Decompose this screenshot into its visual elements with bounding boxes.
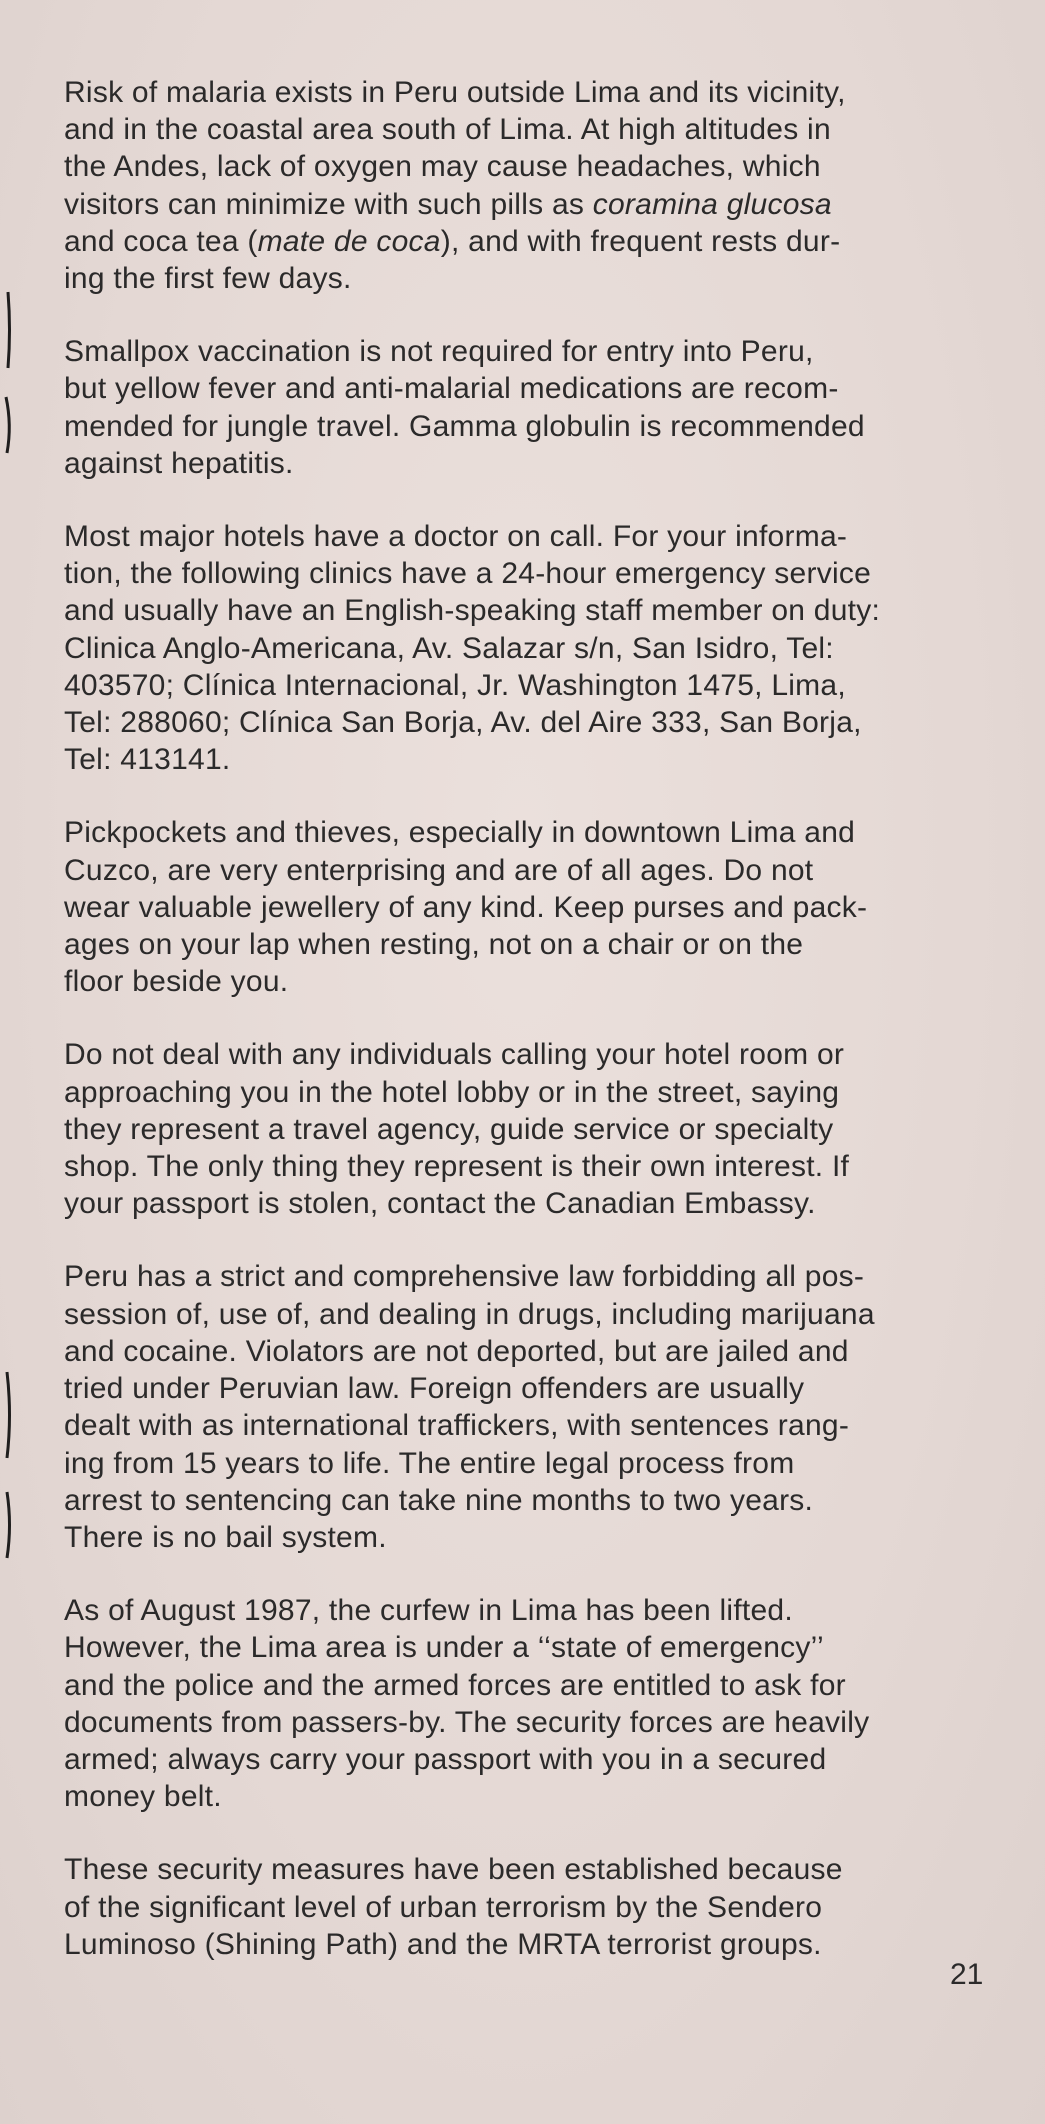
text-line bbox=[64, 408, 1004, 445]
text-run: dealt with as international traffickers, with sentences rang- bbox=[64, 1409, 850, 1443]
binding-mark bbox=[4, 1370, 12, 1460]
binding-mark bbox=[4, 395, 12, 455]
text-run: ing from 15 years to life. The entire legal process from bbox=[64, 1446, 795, 1480]
text-run: arrest to sentencing can take nine months to two years. bbox=[64, 1483, 814, 1517]
text-line bbox=[64, 889, 1004, 926]
text-line bbox=[64, 223, 1004, 260]
text-run: approaching you in the hotel lobby or in the street, saying bbox=[64, 1075, 840, 1109]
text-line bbox=[64, 1926, 1004, 1963]
text-line bbox=[64, 814, 1004, 851]
text-run: tried under Peruvian law. Foreign offenders are usually bbox=[64, 1372, 805, 1406]
text-line bbox=[64, 1889, 1004, 1926]
paragraph bbox=[64, 814, 1004, 1000]
text-run: wear valuable jewellery of any kind. Keep purses and pack- bbox=[64, 890, 868, 924]
text-run: and coca tea ( bbox=[64, 224, 258, 258]
text-line bbox=[64, 555, 1004, 592]
text-run: As of August 1987, the curfew in Lima has been lifted. bbox=[64, 1594, 793, 1628]
paragraph bbox=[64, 1851, 1004, 1963]
text-run: Cuzco, are very enterprising and are of all ages. Do not bbox=[64, 853, 814, 887]
text-line bbox=[64, 186, 1004, 223]
text-run: ages on your lap when resting, not on a chair or on the bbox=[64, 928, 804, 962]
text-line bbox=[64, 1111, 1004, 1148]
text-run: However, the Lima area is under a ‘‘state of emergency’’ bbox=[64, 1631, 824, 1665]
text-run: mended for jungle travel. Gamma globulin is recommended bbox=[64, 409, 865, 443]
text-run: and in the coastal area south of Lima. At high altitudes in bbox=[64, 113, 831, 147]
text-line bbox=[64, 630, 1004, 667]
text-line bbox=[64, 148, 1004, 185]
text-run: Most major hotels have a doctor on call. For your informa- bbox=[64, 520, 848, 554]
text-run: visitors can minimize with such pills as bbox=[64, 187, 593, 221]
text-run: Tel: 288060; Clínica San Borja, Av. del Aire 333, San Borja, bbox=[64, 706, 862, 740]
text-line bbox=[64, 667, 1004, 704]
text-run: but yellow fever and anti-malarial medications are recom- bbox=[64, 372, 839, 406]
text-line bbox=[64, 926, 1004, 963]
text-run: Pickpockets and thieves, especially in downtown Lima and bbox=[64, 816, 856, 850]
text-run: of the significant level of urban terrorism by the Sendero bbox=[64, 1890, 823, 1924]
text-line bbox=[64, 1667, 1004, 1704]
text-line bbox=[64, 852, 1004, 889]
text-run: ), and with frequent rests dur- bbox=[440, 224, 841, 258]
text-run: Clinica Anglo-Americana, Av. Salazar s/n, San Isidro, Tel: bbox=[64, 631, 834, 665]
text-line bbox=[64, 1519, 1004, 1556]
text-line bbox=[64, 592, 1004, 629]
text-run: and the police and the armed forces are entitled to ask for bbox=[64, 1668, 846, 1702]
text-line bbox=[64, 445, 1004, 482]
text-run: 403570; Clínica Internacional, Jr. Washington 1475, Lima, bbox=[64, 668, 846, 702]
body-text bbox=[64, 74, 1004, 1999]
text-line bbox=[64, 1407, 1004, 1444]
text-run: Peru has a strict and comprehensive law forbidding all pos- bbox=[64, 1260, 865, 1294]
text-line bbox=[64, 370, 1004, 407]
text-line bbox=[64, 1074, 1004, 1111]
text-line bbox=[64, 704, 1004, 741]
text-run: Smallpox vaccination is not required for entry into Peru, bbox=[64, 335, 814, 369]
paragraph bbox=[64, 1592, 1004, 1815]
text-line bbox=[64, 1851, 1004, 1888]
binding-mark bbox=[4, 290, 12, 370]
text-run: ing the first few days. bbox=[64, 262, 352, 296]
text-run: Risk of malaria exists in Peru outside Lima and its vicinity, bbox=[64, 76, 846, 109]
text-run: armed; always carry your passport with you in a secured bbox=[64, 1742, 827, 1776]
italic-text: mate de coca bbox=[257, 224, 441, 258]
italic-text: coramina glucosa bbox=[592, 187, 832, 221]
paragraph bbox=[64, 518, 1004, 778]
text-line bbox=[64, 111, 1004, 148]
paragraph bbox=[64, 1036, 1004, 1222]
paragraph bbox=[64, 1258, 1004, 1556]
text-line bbox=[64, 1036, 1004, 1073]
text-line bbox=[64, 1445, 1004, 1482]
text-run: Tel: 413141. bbox=[64, 743, 231, 777]
text-run: and cocaine. Violators are not deported, but are jailed and bbox=[64, 1334, 849, 1368]
text-line bbox=[64, 1629, 1004, 1666]
text-run: shop. The only thing they represent is their own interest. If bbox=[64, 1150, 850, 1184]
text-run: and usually have an English-speaking staff member on duty: bbox=[64, 594, 881, 628]
text-line bbox=[64, 74, 1004, 111]
text-run: against hepatitis. bbox=[64, 446, 294, 480]
text-line bbox=[64, 741, 1004, 778]
paragraph bbox=[64, 333, 1004, 482]
text-line bbox=[64, 1370, 1004, 1407]
text-line bbox=[64, 1741, 1004, 1778]
text-run: floor beside you. bbox=[64, 965, 289, 999]
binding-mark bbox=[4, 1490, 12, 1560]
text-line bbox=[64, 1185, 1004, 1222]
text-run: session of, use of, and dealing in drugs, including marijuana bbox=[64, 1297, 875, 1331]
text-line bbox=[64, 1148, 1004, 1185]
text-run: These security measures have been established because bbox=[64, 1853, 843, 1887]
text-run: There is no bail system. bbox=[64, 1520, 387, 1554]
page-number: 21 bbox=[950, 1958, 984, 1991]
text-run: they represent a travel agency, guide service or specialty bbox=[64, 1112, 834, 1146]
text-line bbox=[64, 963, 1004, 1000]
text-line bbox=[64, 1704, 1004, 1741]
text-run: your passport is stolen, contact the Canadian Embassy. bbox=[64, 1187, 816, 1221]
text-line bbox=[64, 518, 1004, 555]
text-line bbox=[64, 1482, 1004, 1519]
text-run: documents from passers-by. The security forces are heavily bbox=[64, 1705, 870, 1739]
paragraph bbox=[64, 74, 1004, 297]
text-line bbox=[64, 1592, 1004, 1629]
text-line bbox=[64, 1258, 1004, 1295]
text-run: Luminoso (Shining Path) and the MRTA terrorist groups. bbox=[64, 1927, 822, 1961]
text-run: Do not deal with any individuals calling your hotel room or bbox=[64, 1038, 845, 1072]
text-line bbox=[64, 1333, 1004, 1370]
text-line bbox=[64, 333, 1004, 370]
text-line bbox=[64, 1778, 1004, 1815]
text-line bbox=[64, 260, 1004, 297]
text-run: tion, the following clinics have a 24-hour emergency service bbox=[64, 557, 872, 591]
text-run: money belt. bbox=[64, 1780, 222, 1814]
text-line bbox=[64, 1296, 1004, 1333]
text-run: the Andes, lack of oxygen may cause headaches, which bbox=[64, 150, 821, 184]
